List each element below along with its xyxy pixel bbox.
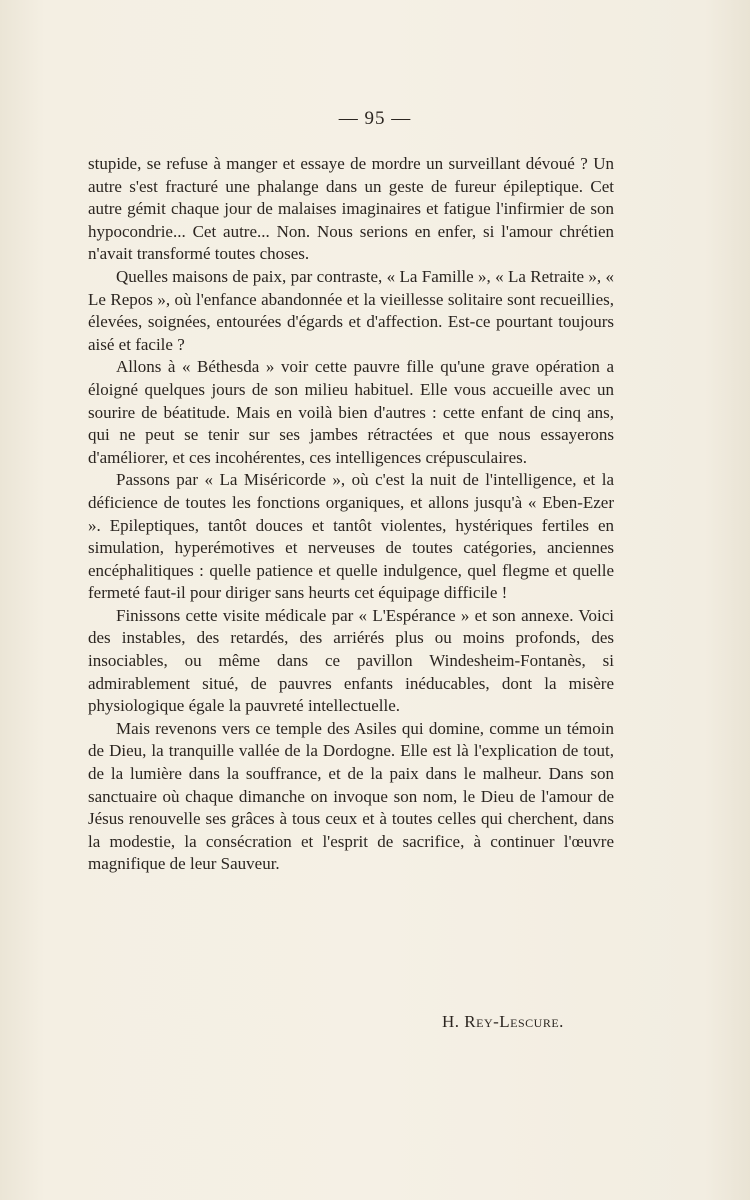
page-number: — 95 —	[338, 108, 412, 129]
author-signature: H. Rey-Lescure.	[442, 1012, 564, 1031]
paragraph-3: Allons à « Béthesda » voir cette pauvre fille qu'une grave opération a éloigné quelques jours de son milieu habituel. Elle vous accueille avec un sourire de béatitude. Mais en voilà bien d'autres : cette enfant de cinq ans, qui ne peut se tenir sur ses jambes rétractées et que nous essayerons d'améliorer, et ces incohérentes, ces intelligences crépusculaires.	[88, 357, 614, 467]
text-body	[88, 153, 614, 876]
paragraph-2: Quelles maisons de paix, par contraste, « La Famille », « La Retraite », « Le Repos », où l'enfance abandonnée et la vieillesse solitaire sont recueillies, élevées, soignées, entourées d'égards et d'affection. Est-ce pourtant toujours aisé et facile ?	[88, 266, 614, 354]
paragraph-6: Mais revenons vers ce temple des Asiles qui domine, comme un témoin de Dieu, la tranquille vallée de la Dordogne. Elle est là l'explication de tout, de la lumière dans la souffrance, et de la paix dans le malheur. Dans son sanctuaire où chaque dimanche on invoque son nom, le Dieu de l'amour de Jésus renouvelle ses grâces à tous ceux et à toutes celles qui cherchent, dans la modestie, la consécration et l'esprit de sacrifice, à continuer l'œuvre magnifique de leur Sauveur.	[88, 718, 614, 874]
paragraph-5: Finissons cette visite médicale par « L'Espérance » et son annexe. Voici des instables, des retardés, des arriérés plus ou moins profonds, des insociables, ou même dans ce pavillon Windesheim-Fontanès, si admirablement situé, de pauvres enfants inéducables, dont la misère physiologique égale la pauvreté intellectuelle.	[88, 605, 614, 716]
paragraph-4: Passons par « La Miséricorde », où c'est la nuit de l'intelligence, et la déficience de toutes les fonctions organiques, et allons jusqu'à « Eben-Ezer ». Epileptiques, tantôt douces et tantôt violentes, hystériques fertiles en simulation, hyperémotives et nerveuses de toutes catégories, anciennes encéphalitiques : quelle patience et quelle indulgence, quel flegme et quelle fermeté faut-il pour diriger sans heurts cet équipage difficile !	[88, 470, 614, 603]
paragraph-1: stupide, se refuse à manger et essaye de mordre un surveillant dévoué ? Un autre s'est fracturé une phalange dans un geste de fureur épileptique. Cet autre gémit chaque jour de malaises imaginaires et fatigue l'infirmier de son hypocondrie... Cet autre... Non. Nous serions en enfer, si l'amour chrétien n'avait transformé toutes choses.	[88, 154, 614, 264]
